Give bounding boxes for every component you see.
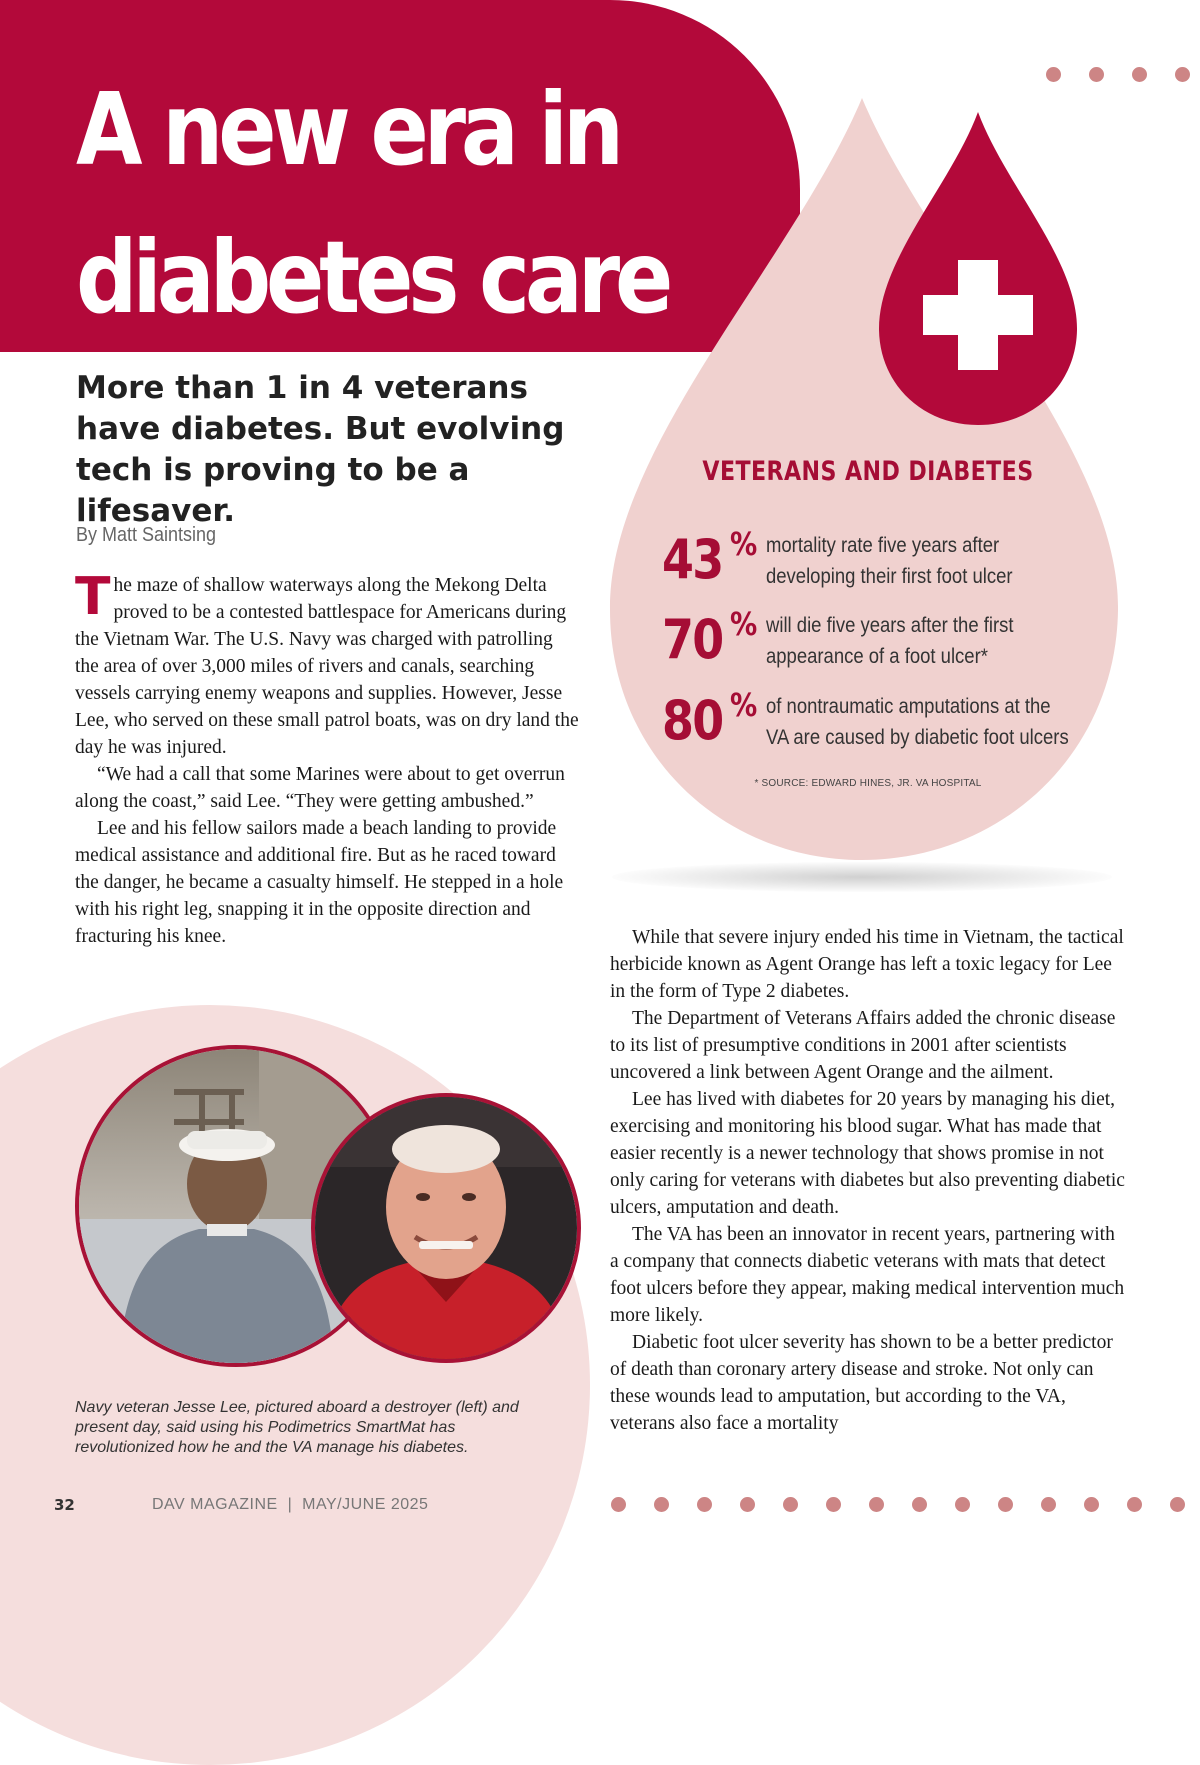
body-paragraph: “We had a call that some Marines were about to get overrun along the coast,” said Lee. “They were getting ambushed.” <box>75 764 565 812</box>
stat-unit: % <box>730 686 758 724</box>
dot <box>1170 1497 1185 1512</box>
stat-description <box>766 610 1065 672</box>
body-column-right <box>610 924 1125 1437</box>
infographic-title: VETERANS AND DIABETES <box>702 456 1034 487</box>
stat-line: of nontraumatic amputations at the <box>766 695 1051 718</box>
dot <box>740 1497 755 1512</box>
stat-item <box>662 686 1102 761</box>
dot <box>869 1497 884 1512</box>
dot <box>1175 67 1190 82</box>
dot <box>1089 67 1104 82</box>
byline: By Matt Saintsing <box>76 524 217 546</box>
dot <box>912 1497 927 1512</box>
body-column-left <box>75 567 580 950</box>
stat-line: VA are caused by diabetic foot ulcers <box>766 726 1069 749</box>
stat-line: appearance of a foot ulcer* <box>766 645 988 668</box>
stat-number: 70 <box>662 608 723 671</box>
dot <box>1132 67 1147 82</box>
dot <box>998 1497 1013 1512</box>
infographic-source: * SOURCE: EDWARD HINES, JR. VA HOSPITAL <box>754 778 982 789</box>
body-paragraph: The VA has been an innovator in recent years, partnering with a company that connects diabetic veterans with mats that detect foot ulcers before they appear, making medical intervention much more likely. <box>610 1224 1125 1326</box>
body-paragraph: Lee has lived with diabetes for 20 years by managing his diet, exercising and monitoring his blood sugar. What has made that easier recently is a newer technology that shows promise in not only caring for veterans with diabetes but also preventing diabetic ulcers, amputation and death. <box>610 1089 1125 1218</box>
dot <box>611 1497 626 1512</box>
stat-unit: % <box>730 605 758 643</box>
present-day-portrait-illustration <box>315 1097 577 1359</box>
body-paragraph: While that severe injury ended his time in Vietnam, the tactical herbicide known as Agent Orange has left a toxic legacy for Lee in the form of Type 2 diabetes. <box>610 927 1124 1002</box>
stat-description <box>766 530 1065 592</box>
stat-line: mortality rate five years after <box>766 534 1000 557</box>
dot <box>783 1497 798 1512</box>
stat-unit: % <box>730 525 758 563</box>
publication-footer: DAV MAGAZINE | MAY/JUNE 2025 <box>152 1496 429 1513</box>
stat-line: will die five years after the first <box>766 614 1014 637</box>
subheadline: More than 1 in 4 veterans have diabetes. But evolving tech is proving to be a lifesaver. <box>76 370 565 529</box>
body-paragraph: Lee and his fellow sailors made a beach landing to provide medical assistance and additional fire. But as he raced toward the danger, he became a casualty himself. He stepped in a hole with his right leg, snapping it in the opposite direction and fracturing his knee. <box>75 818 564 947</box>
stat-line: developing their first foot ulcer <box>766 565 1013 588</box>
stat-number: 80 <box>662 689 723 752</box>
body-paragraph <box>75 567 580 761</box>
page-number: 32 <box>54 1496 75 1514</box>
stat-item <box>662 525 1102 600</box>
stat-number: 43 <box>662 528 723 591</box>
headline-line-2: diabetes care <box>76 219 669 336</box>
stat-item <box>662 605 1102 680</box>
photo-present-day <box>311 1093 581 1363</box>
stat-description <box>766 691 1069 753</box>
dot <box>1046 67 1061 82</box>
body-paragraph: The Department of Veterans Affairs added the chronic disease to its list of presumptive conditions in 2001 after scientists uncovered a link between Agent Orange and the ailment. <box>610 1008 1116 1083</box>
dot <box>697 1497 712 1512</box>
drop-shadow <box>612 862 1112 892</box>
dot <box>1041 1497 1056 1512</box>
photo-caption: Navy veteran Jesse Lee, pictured aboard a destroyer (left) and present day, said using his Podimetrics SmartMat has revolutionized how he and the VA manage his diabetes. <box>75 1399 519 1456</box>
dot <box>955 1497 970 1512</box>
drop-cap: T <box>75 567 111 627</box>
dot <box>654 1497 669 1512</box>
dot <box>826 1497 841 1512</box>
dot <box>1084 1497 1099 1512</box>
dot <box>1127 1497 1142 1512</box>
headline-line-1: A new era in <box>76 71 619 188</box>
body-paragraph: Diabetic foot ulcer severity has shown to be a better predictor of death than coronary artery disease and stroke. Not only can these wounds lead to amputation, but according to the VA, veterans also face a mortality <box>610 1332 1113 1434</box>
paragraph-text: he maze of shallow waterways along the Mekong Delta proved to be a contested battlespace for Americans during the Vietnam War. The U.S. Navy was charged with patrolling the area of over 3,000 miles of rivers and canals, searching vessels carrying enemy weapons and supplies. However, Jesse Lee, who served on these small patrol boats, was on dry land the day he was injured. <box>75 575 579 758</box>
